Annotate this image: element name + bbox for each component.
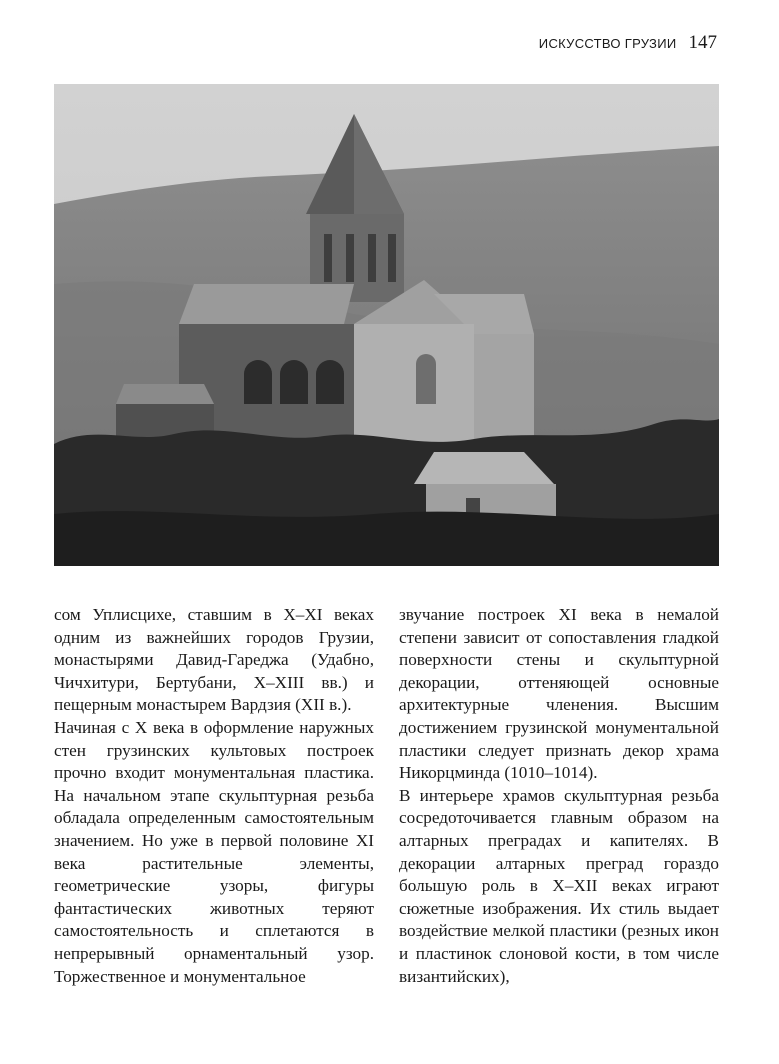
page-header [539, 32, 717, 54]
paragraph: Начиная с X века в оформление наружных стен грузинских культовых построек прочно входит монументальная пластика. На начальном этапе скульптурная резьба обладала определенным самостоятельным значением. Но уже в первой половине XI века растительные элементы, геометрические узоры, фигуры фантастических животных теряют самостоятельность и сплетаются в непрерывный орнаментальный узор. Торжественное и монументальное [54, 717, 374, 986]
left-text-column [54, 604, 374, 988]
page-number: 147 [688, 32, 717, 53]
running-title: ИСКУССТВО ГРУЗИИ [538, 36, 677, 51]
paragraph: звучание построек XI века в немалой степени зависит от сопоставления гладкой поверхности стены и скульптурной декорации, оттеняющей основные архитектурные членения. Высшим достижением грузинской монументальной пластики следует признать декор храма Никорцминда (1010–1014). [399, 605, 719, 783]
paragraph: В интерьере храмов скульптурная резьба сосредоточивается главным образом на алтарных преградах и капителях. В декорации алтарных преград гораздо большую роль в X–XII веках играют сюжетные изображения. Их стиль выдает воздействие мелкой пластики (резных икон и пластинок слоновой кости, в том числе византийских), [399, 785, 719, 986]
church-photo [54, 84, 719, 566]
right-text-column [399, 604, 719, 988]
paragraph: сом Уплисцихе, ставшим в X–XI веках одним из важнейших городов Грузии, монастырями Давид-Гареджа (Удабно, Чичхитури, Бертубани, X–XIII вв.) и пещерным монастырем Вардзия (XII в.). [54, 605, 374, 715]
